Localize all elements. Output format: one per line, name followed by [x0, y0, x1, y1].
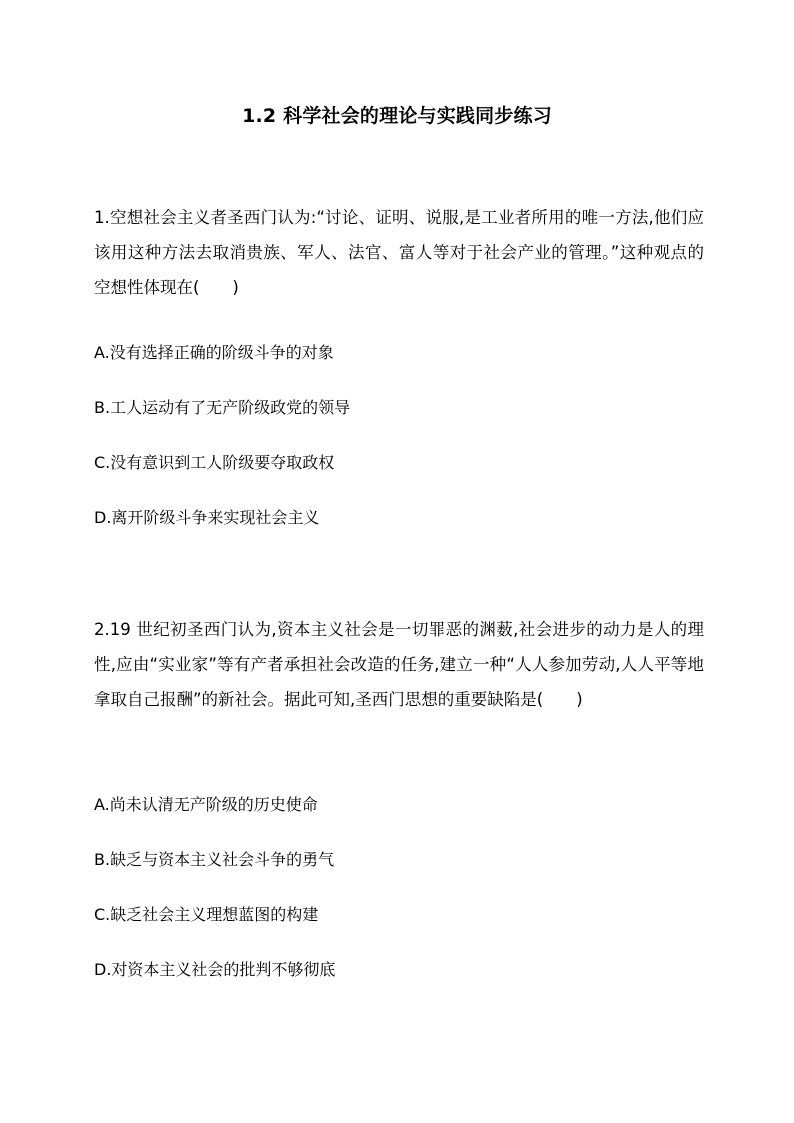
document-title: 1.2 科学社会的理论与实践同步练习	[242, 105, 552, 127]
question-1-option-b: B.工人运动有了无产阶级政党的领导	[94, 398, 351, 417]
question-1-option-c: C.没有意识到工人阶级要夺取政权	[94, 453, 335, 472]
question-2	[94, 612, 704, 979]
question-1-options	[94, 340, 350, 560]
question-1-option-a: A.没有选择正确的阶级斗争的对象	[94, 343, 334, 362]
question-2-option-d: D.对资本主义社会的批判不够彻底	[94, 960, 336, 979]
question-2-options	[94, 792, 335, 1012]
question-1-stem: 1.空想社会主义者圣西门认为:“讨论、证明、说服,是工业者所用的唯一方法,他们应该用这种方法去取消贵族、军人、法官、富人等对于社会产业的管理。”这种观点的空想性体现在( )	[94, 208, 704, 297]
question-2-option-c: C.缺乏社会主义理想蓝图的构建	[94, 905, 319, 924]
question-2-stem: 2.19 世纪初圣西门认为,资本主义社会是一切罪恶的渊薮,社会进步的动力是人的理性,应由“实业家”等有产者承担社会改造的任务,建立一种“人人参加劳动,人人平等地拿取自己报酬”的新社会。据此可知,圣西门思想的重要缺陷是( )	[94, 620, 704, 709]
question-2-option-a: A.尚未认清无产阶级的历史使命	[94, 795, 318, 814]
question-2-option-b: B.缺乏与资本主义社会斗争的勇气	[94, 850, 335, 869]
question-1-option-d: D.离开阶级斗争来实现社会主义	[94, 508, 320, 527]
question-1	[94, 200, 704, 527]
